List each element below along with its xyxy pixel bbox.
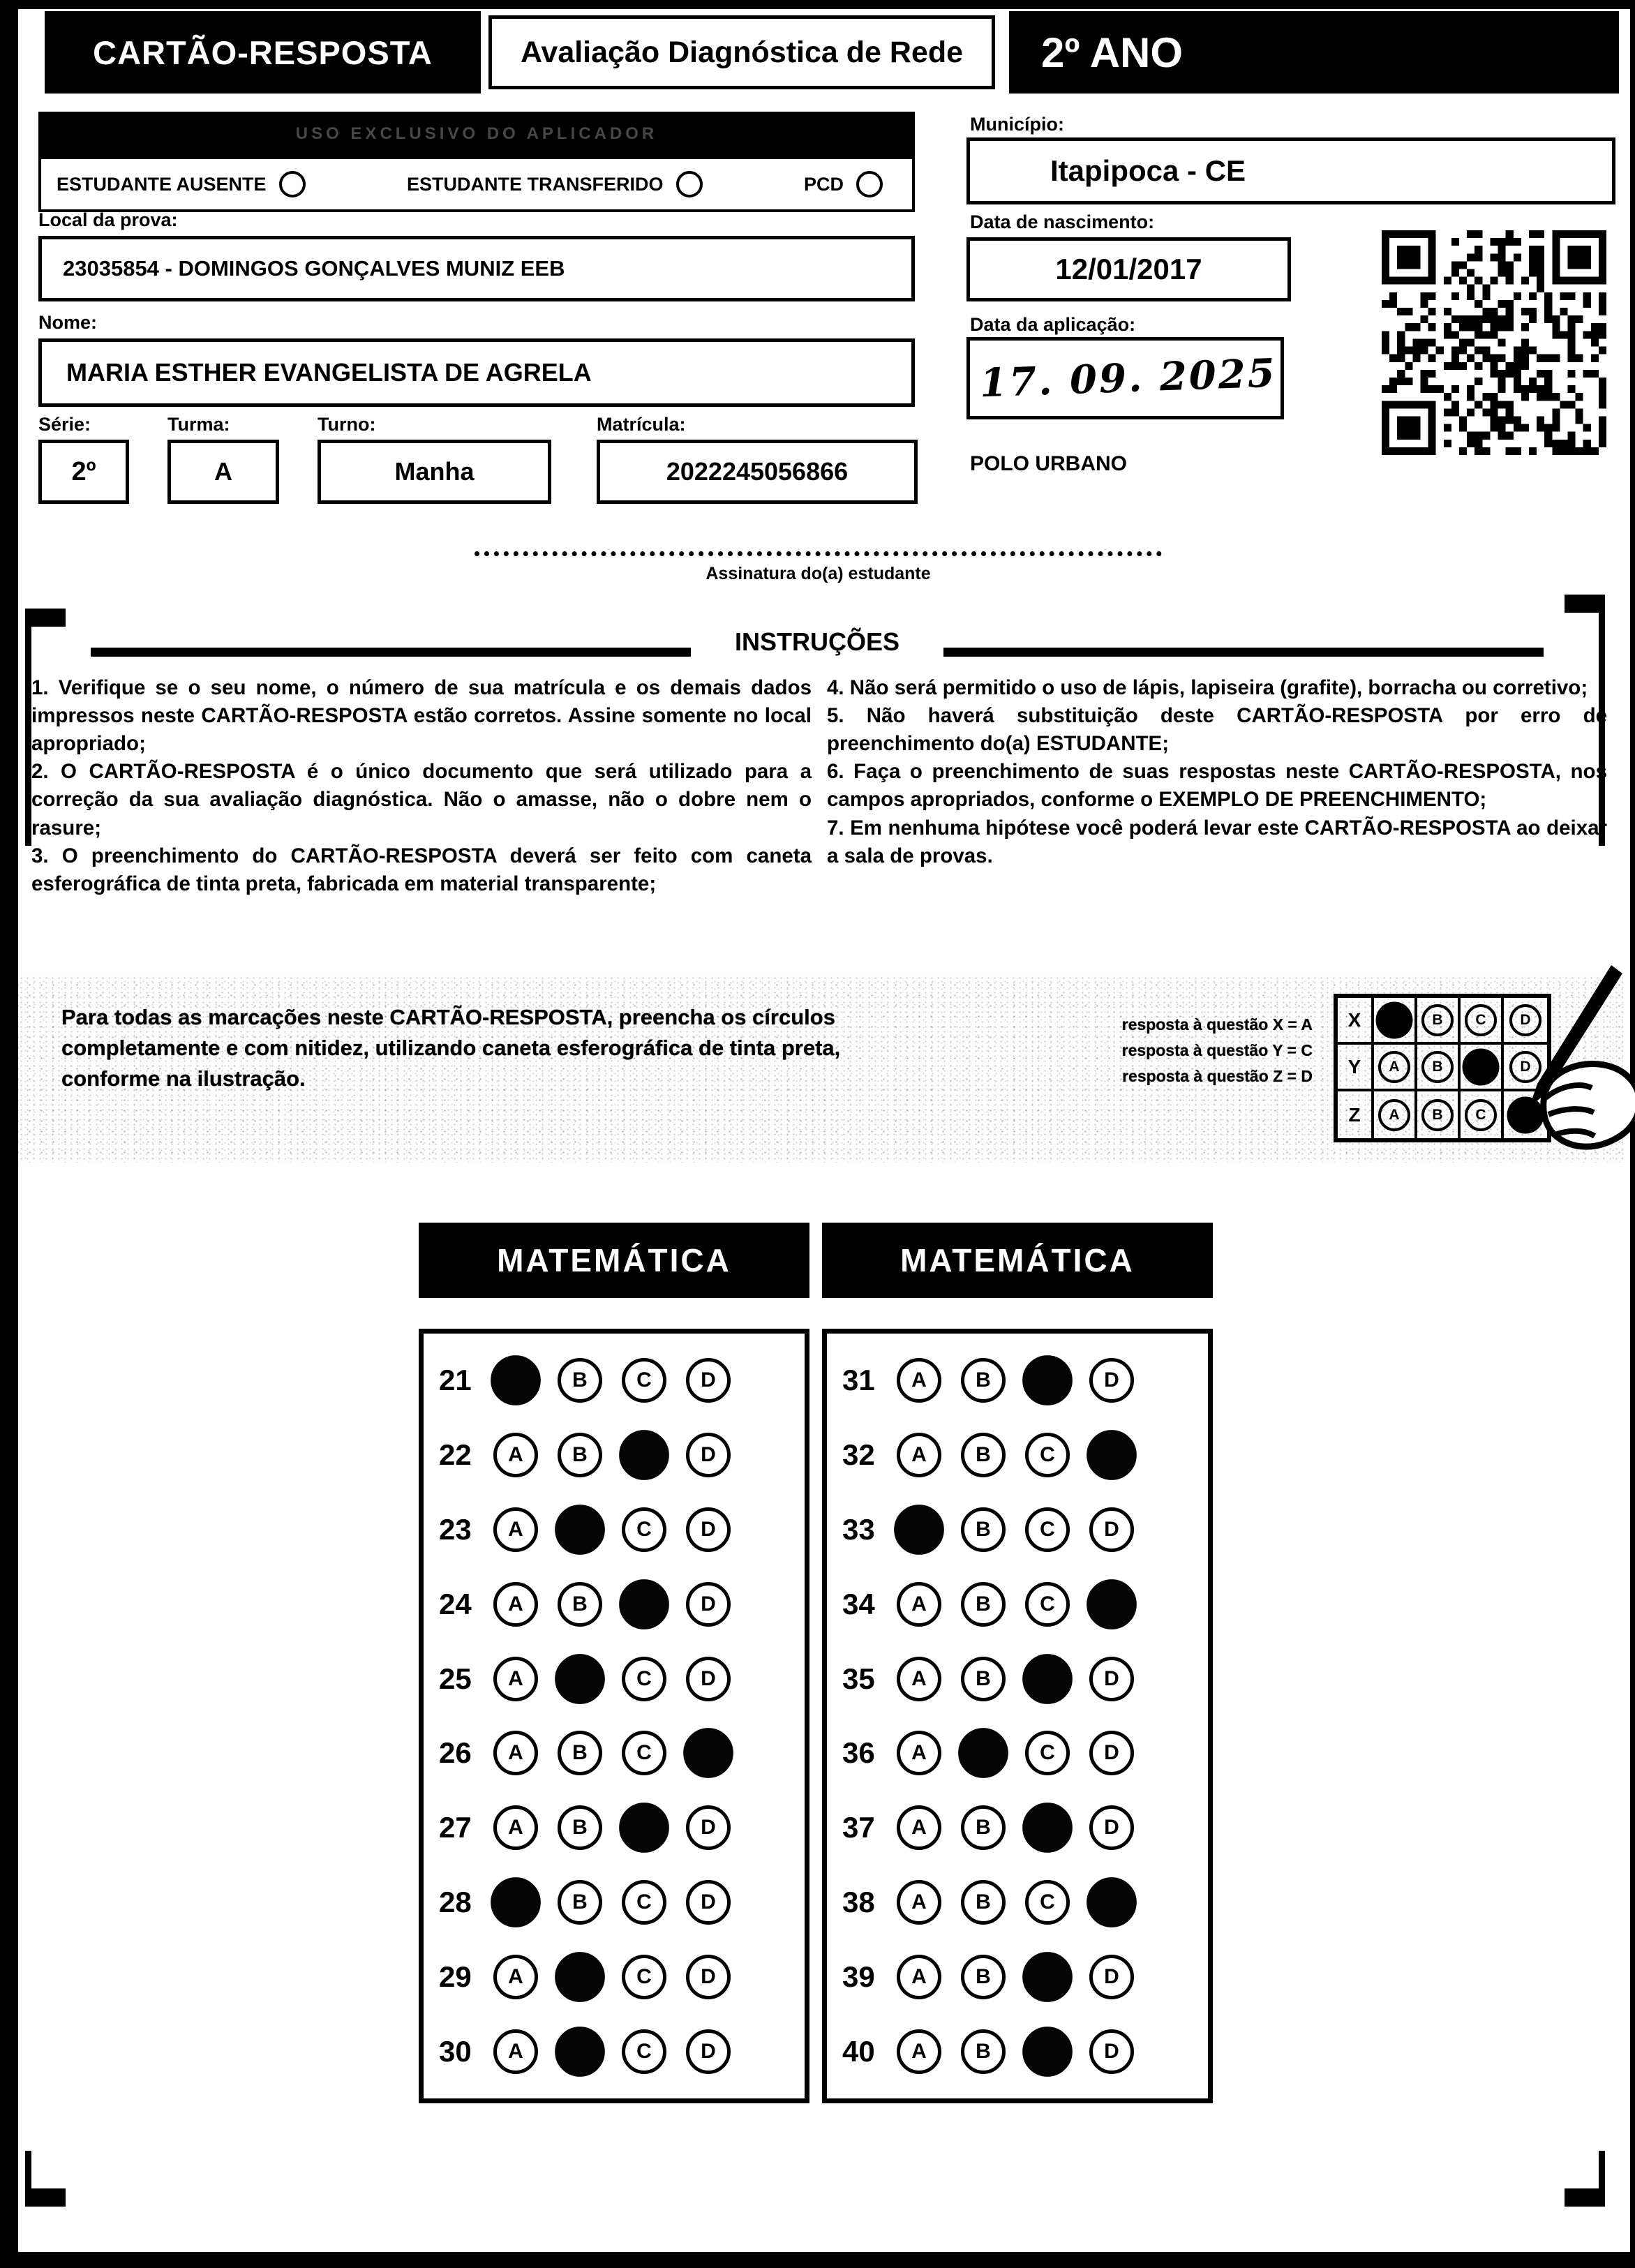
answer-bubble[interactable]: B [558,1433,602,1477]
question-number: 26 [439,1736,472,1770]
question-row [439,1507,805,1552]
answer-bubble[interactable]: A [493,1657,538,1701]
question-row [439,1433,805,1477]
answer-bubble[interactable]: D [686,1507,731,1552]
answer-bubble[interactable]: D [1089,1955,1134,1999]
example-legend-line: resposta à questão X = A [1121,1015,1313,1034]
assessment-subtitle: Avaliação Diagnóstica de Rede [488,15,995,89]
answer-bubble[interactable]: D [1089,1358,1134,1403]
instructions-title: INSTRUÇÕES [734,627,900,656]
answer-bubble[interactable] [555,2027,605,2077]
answer-bubble[interactable]: B [961,1582,1006,1627]
question-row [842,1955,1208,1999]
answer-bubble[interactable]: D [686,1358,731,1403]
answer-bubble[interactable] [1022,1803,1073,1853]
instruction-item: 1. Verifique se o seu nome, o número de sua matrícula e os demais dados impressos neste CARTÃO-RESPOSTA estão corretos. Assine somente no local apropriado; [31,676,812,756]
instruction-item: 3. O preenchimento do CARTÃO-RESPOSTA deverá ser feito com caneta esferográfica de tinta preta, fabricada em material transparente; [31,844,812,895]
answer-bubble[interactable]: A [493,1433,538,1477]
question-number: 37 [842,1811,875,1844]
hand-pen-illustration [1473,965,1635,1167]
qr-code [1382,230,1606,455]
data-aplicacao-handwritten-value: 17. 09. 2025 [978,350,1278,407]
answer-bubble[interactable] [491,1877,541,1927]
answer-bubble[interactable]: A [493,2029,538,2074]
answer-bubble[interactable]: B [558,1805,602,1850]
turno-box [318,440,551,504]
question-number: 39 [842,1960,875,1993]
example-bubble[interactable]: D [1509,1051,1541,1083]
question-row [439,1731,805,1775]
example-bubble[interactable]: D [1509,1004,1541,1036]
answer-bubble[interactable]: C [1025,1433,1070,1477]
answer-bubble[interactable]: B [961,1955,1006,1999]
example-row-label: X [1338,998,1374,1045]
instruction-item: 2. O CARTÃO-RESPOSTA é o único documento que será utilizado para a correção da sua avaliação diagnóstica. Não o amasse, não o dobre nem o rasure; [31,760,812,840]
answer-bubble[interactable]: B [558,1582,602,1627]
answer-bubble[interactable]: C [622,1507,666,1552]
answer-bubble[interactable]: B [961,1507,1006,1552]
question-number: 31 [842,1364,875,1397]
polo-label: POLO URBANO [970,452,1127,475]
corner-mark-bottom-left [25,2188,66,2207]
status-circle[interactable] [279,171,306,197]
corner-mark-bottom-right [1565,2188,1605,2207]
example-bubble[interactable]: C [1465,1099,1497,1131]
answer-bubble[interactable]: A [897,1955,941,1999]
question-number: 33 [842,1512,875,1546]
question-row [842,1805,1208,1850]
answer-bubble[interactable]: D [686,1880,731,1925]
status-circle[interactable] [856,171,883,197]
question-number: 38 [842,1885,875,1918]
question-row [439,1358,805,1403]
instructions-column-right [827,674,1607,870]
answer-bubble[interactable]: A [897,1582,941,1627]
answer-grid [822,1329,1213,2103]
data-nascimento-box [966,237,1291,301]
instruction-item: 5. Não haverá substituição deste CARTÃO-RESPOSTA por erro de preenchimento do(a) ESTUDANTE; [827,704,1607,756]
answer-bubble[interactable]: B [558,1731,602,1775]
turno-label: Turno: [318,414,376,435]
local-da-prova-box [38,236,915,301]
question-number: 27 [439,1811,472,1844]
example-legend [1006,1012,1313,1089]
answer-bubble[interactable]: A [897,1805,941,1850]
question-number: 35 [842,1662,875,1695]
answer-bubble[interactable] [555,1505,605,1555]
question-row [842,1433,1208,1477]
example-bubble[interactable]: B [1421,1051,1454,1083]
answer-bubble[interactable]: A [897,1358,941,1403]
answer-bubble[interactable]: B [961,1433,1006,1477]
answer-bubble[interactable]: C [622,2029,666,2074]
answer-bubble[interactable]: D [1089,1731,1134,1775]
question-number: 32 [842,1438,875,1472]
example-bubble[interactable] [1376,1001,1413,1038]
question-row [842,1582,1208,1627]
instructions-rule-right [943,648,1544,657]
municipio-value: Itapipoca - CE [1050,154,1246,187]
answer-bubble[interactable]: D [1089,1657,1134,1701]
example-bubble[interactable]: B [1421,1004,1454,1036]
status-option-label: ESTUDANTE AUSENTE [57,173,267,195]
answer-bubble[interactable] [555,1654,605,1704]
turma-label: Turma: [167,414,230,435]
answer-bubble[interactable]: B [558,1358,602,1403]
status-option-label: PCD [803,173,844,195]
answer-bubble[interactable] [1022,1356,1073,1406]
answer-bubble[interactable]: A [897,1880,941,1925]
signature-line[interactable] [475,551,1162,556]
answer-bubble[interactable]: B [961,1880,1006,1925]
question-row [842,1731,1208,1775]
turno-value: Manha [394,457,475,486]
data-nascimento-value: 12/01/2017 [1055,253,1202,285]
answer-bubble[interactable]: D [686,1955,731,1999]
page-border-top [0,0,1635,9]
status-option [804,171,883,197]
question-number: 29 [439,1960,472,1993]
instruction-item: 7. Em nenhuma hipótese você poderá levar este CARTÃO-RESPOSTA ao deixar a sala de provas. [827,816,1607,867]
answer-bubble[interactable]: A [493,1955,538,1999]
instructions-rule-left [91,648,691,657]
answer-bubble[interactable]: C [622,1657,666,1701]
answer-bubble[interactable] [619,1803,669,1853]
answer-bubble[interactable]: B [961,1657,1006,1701]
question-number: 24 [439,1587,472,1620]
municipio-label: Município: [970,114,1064,135]
data-nascimento-label: Data de nascimento: [970,211,1155,232]
corner-mark-top-left-line [25,609,31,846]
question-number: 36 [842,1736,875,1770]
answer-bubble[interactable] [1022,2027,1073,2077]
answer-bubble[interactable] [1087,1430,1137,1480]
question-number: 25 [439,1662,472,1695]
question-number: 30 [439,2034,472,2068]
turma-box [167,440,279,504]
answer-bubble[interactable]: D [686,2029,731,2074]
answer-bubble[interactable] [1087,1877,1137,1927]
example-cell [1374,1045,1417,1091]
matricula-label: Matrícula: [597,414,686,435]
answer-bubble[interactable]: B [558,1880,602,1925]
answer-bubble[interactable]: C [622,1955,666,1999]
answer-bubble[interactable]: A [493,1507,538,1552]
subject-header: MATEMÁTICA [419,1223,809,1298]
page-border-bottom [0,2252,1635,2268]
answer-bubble[interactable] [683,1729,733,1779]
question-row [842,1657,1208,1701]
answer-bubble[interactable]: C [622,1731,666,1775]
instruction-item: 4. Não será permitido o uso de lápis, lapiseira (grafite), borracha ou corretivo; [827,676,1588,699]
answer-bubble[interactable]: B [961,2029,1006,2074]
example-cell [1417,1045,1461,1091]
example-row-label: Y [1338,1045,1374,1091]
answer-bubble[interactable] [555,1952,605,2002]
grade-badge: 2º ANO [1009,11,1619,94]
answer-bubble[interactable]: C [1025,1731,1070,1775]
example-row-label: Z [1338,1091,1374,1138]
page-border-left [0,0,18,2268]
answer-bubble[interactable] [619,1430,669,1480]
data-aplicacao-box[interactable] [966,337,1284,419]
example-legend-line: resposta à questão Z = D [1122,1066,1313,1085]
answer-bubble[interactable] [491,1356,541,1406]
answer-bubble[interactable]: D [686,1582,731,1627]
example-bubble[interactable]: C [1465,1004,1497,1036]
applicator-bar: USO EXCLUSIVO DO APLICADOR [38,112,915,156]
nome-box [38,338,915,407]
answer-bubble[interactable]: C [622,1358,666,1403]
status-option-label: ESTUDANTE TRANSFERIDO [407,173,664,195]
answer-bubble[interactable]: C [1025,1880,1070,1925]
answer-bubble[interactable]: C [1025,1582,1070,1627]
example-band [18,976,1623,1163]
answer-bubble[interactable] [958,1729,1008,1779]
example-text: Para todas as marcações neste CARTÃO-RESPOSTA, preencha os círculos completamente e com nitidez, utilizando caneta esferográfica de tinta preta, conforme na ilustração. [61,1005,841,1091]
subject-header: MATEMÁTICA [822,1223,1213,1298]
nome-label: Nome: [38,312,98,333]
question-row [439,1880,805,1925]
answer-bubble[interactable] [1087,1579,1137,1629]
answer-bubble[interactable] [1022,1952,1073,2002]
matricula-value: 2022245056866 [666,457,849,486]
question-row [439,1955,805,1999]
data-aplicacao-label: Data da aplicação: [970,314,1136,335]
question-row [439,1805,805,1850]
answer-bubble[interactable]: A [897,1433,941,1477]
example-cell [1374,998,1417,1045]
answer-bubble[interactable]: A [493,1582,538,1627]
instructions-column-left [31,674,812,898]
question-row [439,1582,805,1627]
question-row [842,1358,1208,1403]
answer-bubble[interactable] [619,1579,669,1629]
answer-bubble[interactable]: D [1089,1507,1134,1552]
local-da-prova-label: Local da prova: [38,209,178,230]
question-number: 34 [842,1587,875,1620]
question-row [439,1657,805,1701]
question-row [842,1507,1208,1552]
answer-section [419,1223,809,2103]
answer-grid [419,1329,809,2103]
answer-bubble[interactable]: D [686,1657,731,1701]
answer-section [822,1223,1213,2103]
answer-bubble[interactable]: D [1089,2029,1134,2074]
question-row [842,1880,1208,1925]
nome-value: MARIA ESTHER EVANGELISTA DE AGRELA [66,358,592,387]
answer-bubble[interactable]: C [1025,1507,1070,1552]
status-circle[interactable] [676,171,703,197]
question-number: 40 [842,2034,875,2068]
question-number: 23 [439,1512,472,1546]
example-cell [1417,998,1461,1045]
serie-value: 2º [71,456,96,486]
matricula-box [597,440,918,504]
question-number: 28 [439,1885,472,1918]
instruction-item: 6. Faça o preenchimento de suas respostas neste CARTÃO-RESPOSTA, nos campos apropriados, conforme o EXEMPLO DE PREENCHIMENTO; [827,760,1607,812]
answer-bubble[interactable] [894,1505,944,1555]
page-title: CARTÃO-RESPOSTA [45,11,481,94]
answer-bubble[interactable]: A [493,1805,538,1850]
answer-bubble[interactable] [1022,1654,1073,1704]
answer-bubble[interactable]: C [622,1880,666,1925]
answer-bubble[interactable]: D [1089,1805,1134,1850]
example-bubble[interactable]: A [1378,1099,1410,1131]
example-bubble[interactable]: A [1378,1051,1410,1083]
turma-value: A [214,457,232,486]
question-number: 21 [439,1364,472,1397]
example-cell [1374,1091,1417,1138]
serie-box [38,440,129,504]
answer-bubble[interactable]: A [897,1657,941,1701]
status-option [407,171,703,197]
status-box [38,156,915,212]
serie-label: Série: [38,414,91,435]
example-cell [1417,1091,1461,1138]
municipio-box [966,137,1615,204]
local-da-prova-value: 23035854 - DOMINGOS GONÇALVES MUNIZ EEB [63,256,565,281]
question-row [439,2029,805,2074]
answer-bubble[interactable]: A [897,1731,941,1775]
answer-bubble[interactable]: D [686,1433,731,1477]
question-row [842,2029,1208,2074]
answer-bubble[interactable]: B [961,1358,1006,1403]
answer-bubble[interactable]: A [493,1731,538,1775]
answer-bubble[interactable]: A [897,2029,941,2074]
signature-label: Assinatura do(a) estudante [705,564,931,583]
example-legend-line: resposta à questão Y = C [1121,1040,1313,1059]
question-number: 22 [439,1438,472,1472]
example-bubble[interactable]: B [1421,1099,1454,1131]
status-option [57,171,306,197]
answer-bubble[interactable]: D [686,1805,731,1850]
answer-bubble[interactable]: B [961,1805,1006,1850]
